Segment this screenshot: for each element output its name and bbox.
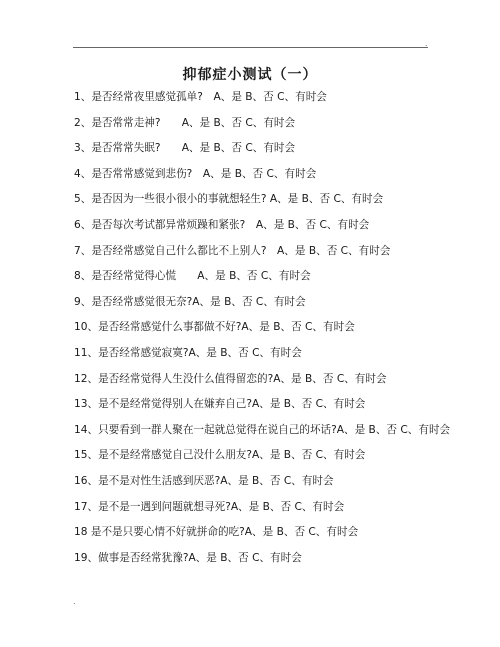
question-item: 2、是否常常走神? A、是 B、否 C、有时会: [74, 116, 296, 129]
question-item: 17、是不是一遇到问题就想寻死?A、是 B、否 C、有时会: [74, 500, 345, 513]
question-item: 14、只要看到一群人聚在一起就总觉得在说自己的坏话?A、是 B、否 C、有时会: [74, 423, 451, 436]
corner-mark-bottom: .: [73, 597, 76, 606]
question-list: [74, 90, 494, 576]
question-item: 10、是否经常感觉什么事都做不好?A、是 B、否 C、有时会: [74, 321, 355, 334]
page-title: 抑郁症小测试（一）: [182, 67, 318, 83]
question-item: 4、是否常常感觉到悲伤? A、是 B、否 C、有时会: [74, 167, 317, 180]
question-item: 7、是否经常感觉自己什么都比不上别人? A、是 B、否 C、有时会: [74, 244, 391, 257]
question-item: 9、是否经常感觉很无奈?A、是 B、否 C、有时会: [74, 295, 306, 308]
question-item: 13、是不是经常觉得别人在嫌弃自己?A、是 B、否 C、有时会: [74, 398, 366, 411]
question-item: 11、是否经常感觉寂寞?A、是 B、否 C、有时会: [74, 346, 302, 359]
question-item: 12、是否经常觉得人生没什么值得留恋的?A、是 B、否 C、有时会: [74, 372, 387, 385]
question-item: 6、是否每次考试都异常烦躁和紧张? A、是 B、否 C、有时会: [74, 218, 370, 231]
question-item: 3、是否常常失眠? A、是 B、否 C、有时会: [74, 142, 296, 155]
question-item: 16、是不是对性生活感到厌恶?A、是 B、否 C、有时会: [74, 474, 334, 487]
question-item: 15、是不是经常感觉自己没什么朋友?A、是 B、否 C、有时会: [74, 449, 366, 462]
question-item: 5、是否因为一些很小很小的事就想轻生? A、是 B、否 C、有时会: [74, 193, 384, 206]
question-item: 1、是否经常夜里感觉孤单? A、是 B、否 C、有时会: [74, 91, 327, 103]
question-item: 8、是否经常觉得心慌 A、是 B、否 C、有时会: [74, 270, 311, 283]
question-item: 18 是不是只要心情不好就拼命的吃?A、是 B、否 C、有时会: [74, 526, 359, 539]
question-item: 19、做事是否经常犹豫?A、是 B、否 C、有时会: [74, 551, 302, 564]
corner-mark-top: .: [425, 39, 428, 48]
header-rule: [73, 47, 428, 48]
